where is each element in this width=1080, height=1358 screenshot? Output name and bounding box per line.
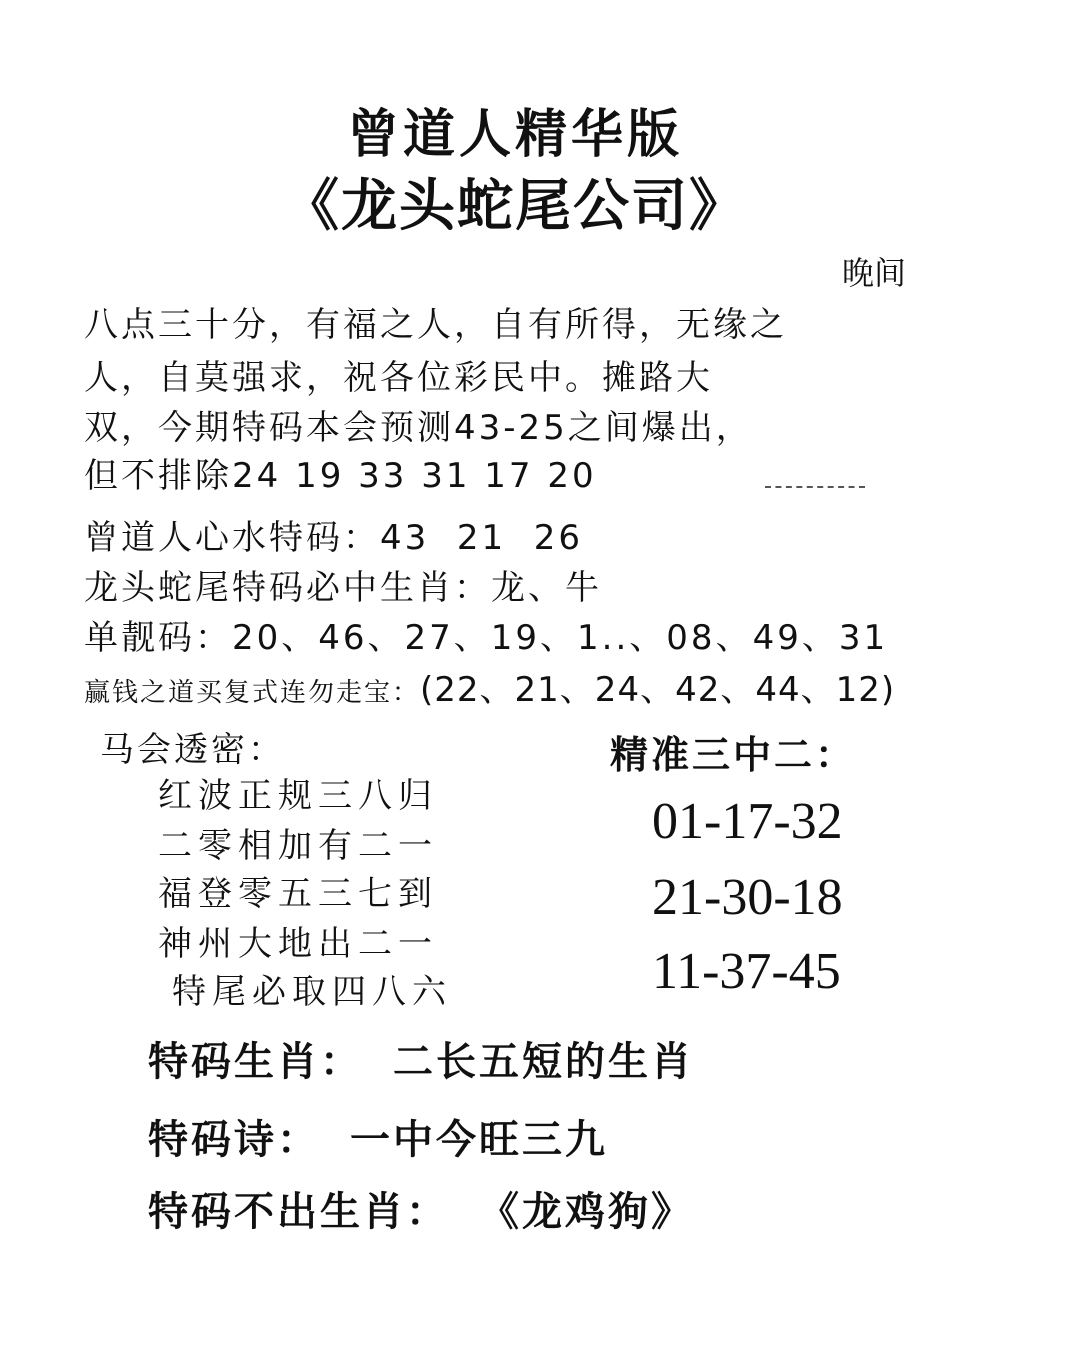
single-code-label: 单靓码：	[84, 618, 232, 658]
special-zodiac-label: 特码生肖：	[148, 1038, 363, 1085]
heart-code-values: 43 21 26	[380, 518, 584, 558]
excluded-zodiac-row	[148, 1180, 694, 1237]
poem-line: 二零相加有二一	[158, 826, 438, 866]
win-row	[84, 662, 895, 711]
intro-line-1: 八点三十分，有福之人，自有所得，无缘之	[84, 305, 787, 345]
excluded-zodiac-value: 《龙鸡狗》	[479, 1188, 694, 1235]
combo-number: 11-37-45	[652, 943, 841, 1000]
time-label: 晚间	[842, 254, 907, 292]
combo-number: 01-17-32	[652, 793, 843, 850]
horse-club-label: 马会透密：	[100, 730, 285, 770]
poem-line: 红波正规三八归	[158, 776, 438, 816]
intro-line-3: 双，今期特码本会预测43-25之间爆出，	[84, 408, 753, 448]
special-poem-label: 特码诗：	[148, 1116, 320, 1163]
intro-line-2: 人，自莫强求，祝各位彩民中。摊路大	[84, 358, 713, 398]
single-code-row	[84, 610, 888, 659]
poem-line: 福登零五三七到	[158, 874, 438, 914]
zodiac-values: 龙、牛	[491, 568, 602, 608]
heart-code-label: 曾道人心水特码：	[84, 518, 380, 558]
single-code-values: 20、46、27、19、1..、08、49、31	[232, 618, 889, 658]
excluded-zodiac-label: 特码不出生肖：	[148, 1188, 449, 1235]
special-zodiac-value: 二长五短的生肖	[393, 1038, 694, 1085]
special-zodiac-row	[148, 1030, 694, 1087]
combo-number: 21-30-18	[652, 869, 843, 926]
win-label: 赢钱之道买复式连勿走宝：	[84, 678, 421, 708]
subtitle: 《龙头蛇尾公司》	[283, 173, 747, 239]
win-values: (22、21、24、42、44、12)	[420, 670, 896, 710]
intro-line-4: 但不排除24 19 33 31 17 20	[84, 456, 597, 496]
special-poem-row	[148, 1108, 608, 1165]
dashed-divider	[765, 486, 865, 488]
accurate-label: 精准三中二：	[610, 732, 857, 777]
main-title: 曾道人精华版	[346, 104, 683, 165]
special-poem-value: 一中今旺三九	[350, 1116, 608, 1163]
zodiac-label: 龙头蛇尾特码必中生肖：	[84, 568, 491, 608]
heart-code-row	[84, 510, 583, 559]
poem-line: 特尾必取四八六	[172, 972, 452, 1012]
poem-line: 神州大地出二一	[158, 924, 438, 964]
zodiac-row	[84, 560, 602, 609]
